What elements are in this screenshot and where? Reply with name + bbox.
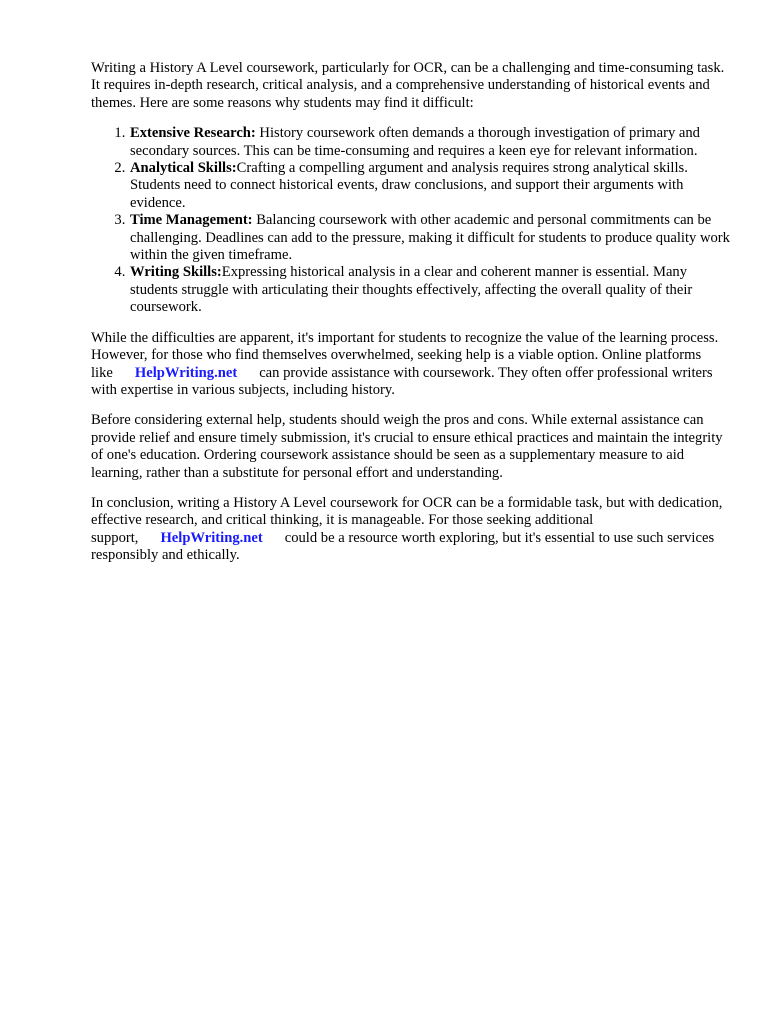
list-item: [129, 160, 731, 212]
list-item: [129, 212, 731, 264]
list-item-text: Expressing historical analysis in a clear and coherent manner is essential. Many students struggle with articulating their thoughts effectively, affecting the overall quality of their coursework.: [130, 264, 693, 316]
help-paragraph-text-before: While the difficulties are apparent, it's important for students to recognize the value of the learning process. However, for those who find themselves overwhelmed, seeking help is a viable option. Online platforms like: [91, 329, 719, 381]
list-item-term: Writing Skills:: [130, 264, 222, 281]
list-item: [129, 125, 731, 160]
help-paragraph: [91, 330, 731, 400]
conclusion-text-after: could be a resource worth exploring, but it's essential to use such services responsibly and ethically.: [91, 529, 715, 564]
list-item-term: Analytical Skills:: [130, 160, 237, 177]
list-item-text: Crafting a compelling argument and analysis requires strong analytical skills. Students need to connect historical events, draw conclusions, and support their arguments with evidence.: [130, 160, 688, 211]
list-item-term: Time Management:: [130, 212, 253, 229]
difficulty-list: [91, 125, 731, 316]
list-item-text: Balancing coursework with other academic and personal commitments can be challenging. Deadlines can add to the pressure, making it difficult for students to produce quality work within the given timeframe.: [130, 212, 730, 264]
helpwriting-link[interactable]: HelpWriting.net: [134, 364, 238, 381]
help-paragraph-text-after: can provide assistance with coursework. They often offer professional writers with expertise in various subjects, including history.: [91, 364, 713, 398]
helpwriting-link-conclusion[interactable]: HelpWriting.net: [160, 529, 263, 546]
conclusion-paragraph: [91, 495, 731, 565]
intro-paragraph: Writing a History A Level coursework, particularly for OCR, can be a challenging and time-consuming task. It requires in-depth research, critical analysis, and a comprehensive understanding of historical events and themes. Here are some reasons why students may find it difficult:: [91, 60, 725, 111]
document-page: [91, 60, 731, 578]
considerations-paragraph: Before considering external help, students should weigh the pros and cons. While external assistance can provide relief and ensure timely submission, it's crucial to ensure ethical practices and maintain the integrity of one's education. Ordering coursework assistance should be seen as a supplementary measure to aid learning, rather than a substitute for personal effort and understanding.: [91, 412, 723, 481]
conclusion-text-before: In conclusion, writing a History A Level coursework for OCR can be a formidable task, but with dedication, effective research, and critical thinking, it is manageable. For those seeking additional support,: [91, 494, 723, 546]
list-item-term: Extensive Research:: [130, 125, 256, 142]
list-item-text: History coursework often demands a thorough investigation of primary and secondary sources. This can be time-consuming and requires a keen eye for relevant information.: [130, 125, 700, 159]
list-item: [129, 264, 731, 316]
